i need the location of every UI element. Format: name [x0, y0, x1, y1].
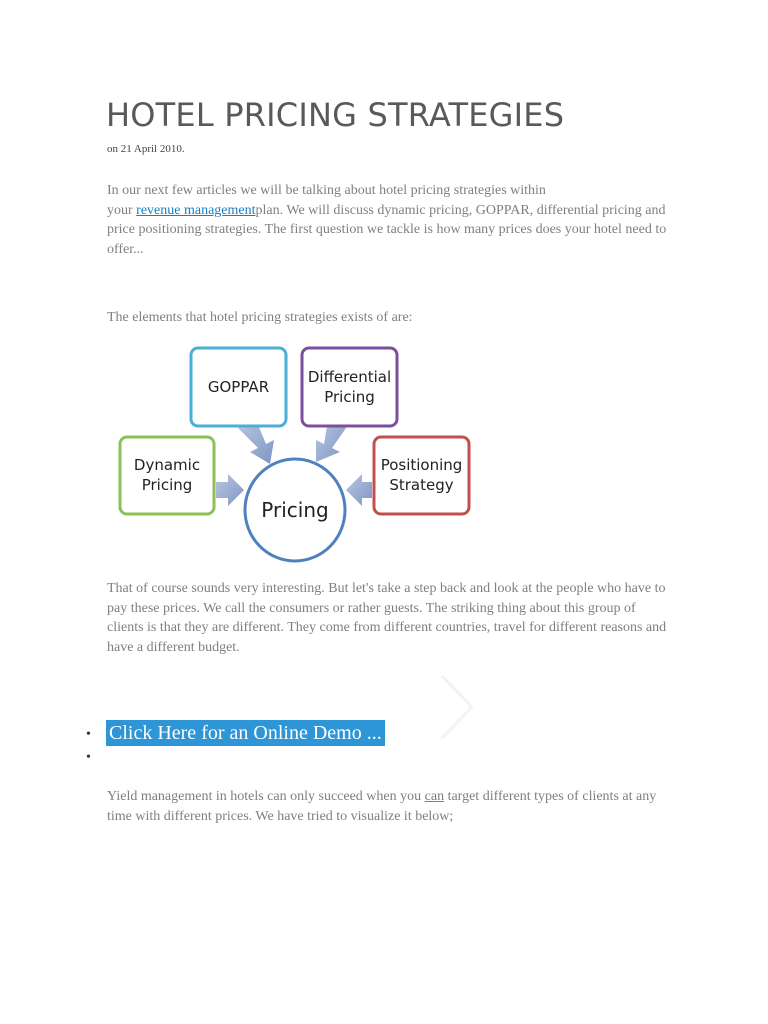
arrow-dynamic: [216, 474, 244, 506]
differential-label-line1: Differential: [307, 368, 392, 386]
yield-before: Yield management in hotels can only succeed when you: [107, 789, 425, 804]
positioning-label-line1: Positioning: [380, 456, 463, 474]
intro-line1: In our next few articles we will be talking about hotel pricing strategies within: [107, 183, 546, 198]
yield-after: target different types of clients at any time with different prices. We have tried to visualize it below;: [107, 789, 657, 824]
arrow-positioning: [346, 474, 372, 506]
revenue-management-link[interactable]: revenue management: [136, 202, 256, 218]
article-date: on 21 April 2010.: [107, 143, 185, 155]
dynamic-label-line2: Pricing: [141, 476, 193, 494]
guests-paragraph: That of course sounds very interesting. But let's take a step back and look at the people who have to pay these prices. We call the consumers or rather guests. The striking thing about this group of clients is that they are different. They come from different countries, travel for different reasons and have a different budget.: [107, 581, 667, 655]
differential-label-line2: Pricing: [324, 388, 375, 406]
pricing-label: Pricing: [261, 498, 329, 522]
chevron-right-icon: [438, 672, 478, 742]
intro-your: your: [107, 202, 137, 218]
differential-box: [302, 348, 397, 426]
article-title: HOTEL PRICING STRATEGIES: [106, 96, 565, 134]
dynamic-label-line1: Dynamic: [133, 456, 201, 474]
online-demo-link[interactable]: Click Here for an Online Demo ...: [106, 720, 385, 746]
intro-rest: plan. We will discuss dynamic pricing, GOPPAR, differential pricing and price positioning strategies. The first question we tackle is how many prices does your hotel need to offer...: [107, 202, 667, 257]
elements-paragraph: The elements that hotel pricing strategies exists of are:: [107, 310, 413, 325]
bullet-marker: •: [86, 727, 91, 742]
yield-can: can: [424, 789, 445, 804]
intro-paragraph: [107, 181, 667, 259]
positioning-label-line2: Strategy: [389, 476, 454, 494]
goppar-label: GOPPAR: [207, 378, 270, 396]
yield-paragraph: [107, 787, 667, 826]
bullet-marker: •: [86, 750, 91, 765]
pricing-diagram: [110, 340, 490, 575]
